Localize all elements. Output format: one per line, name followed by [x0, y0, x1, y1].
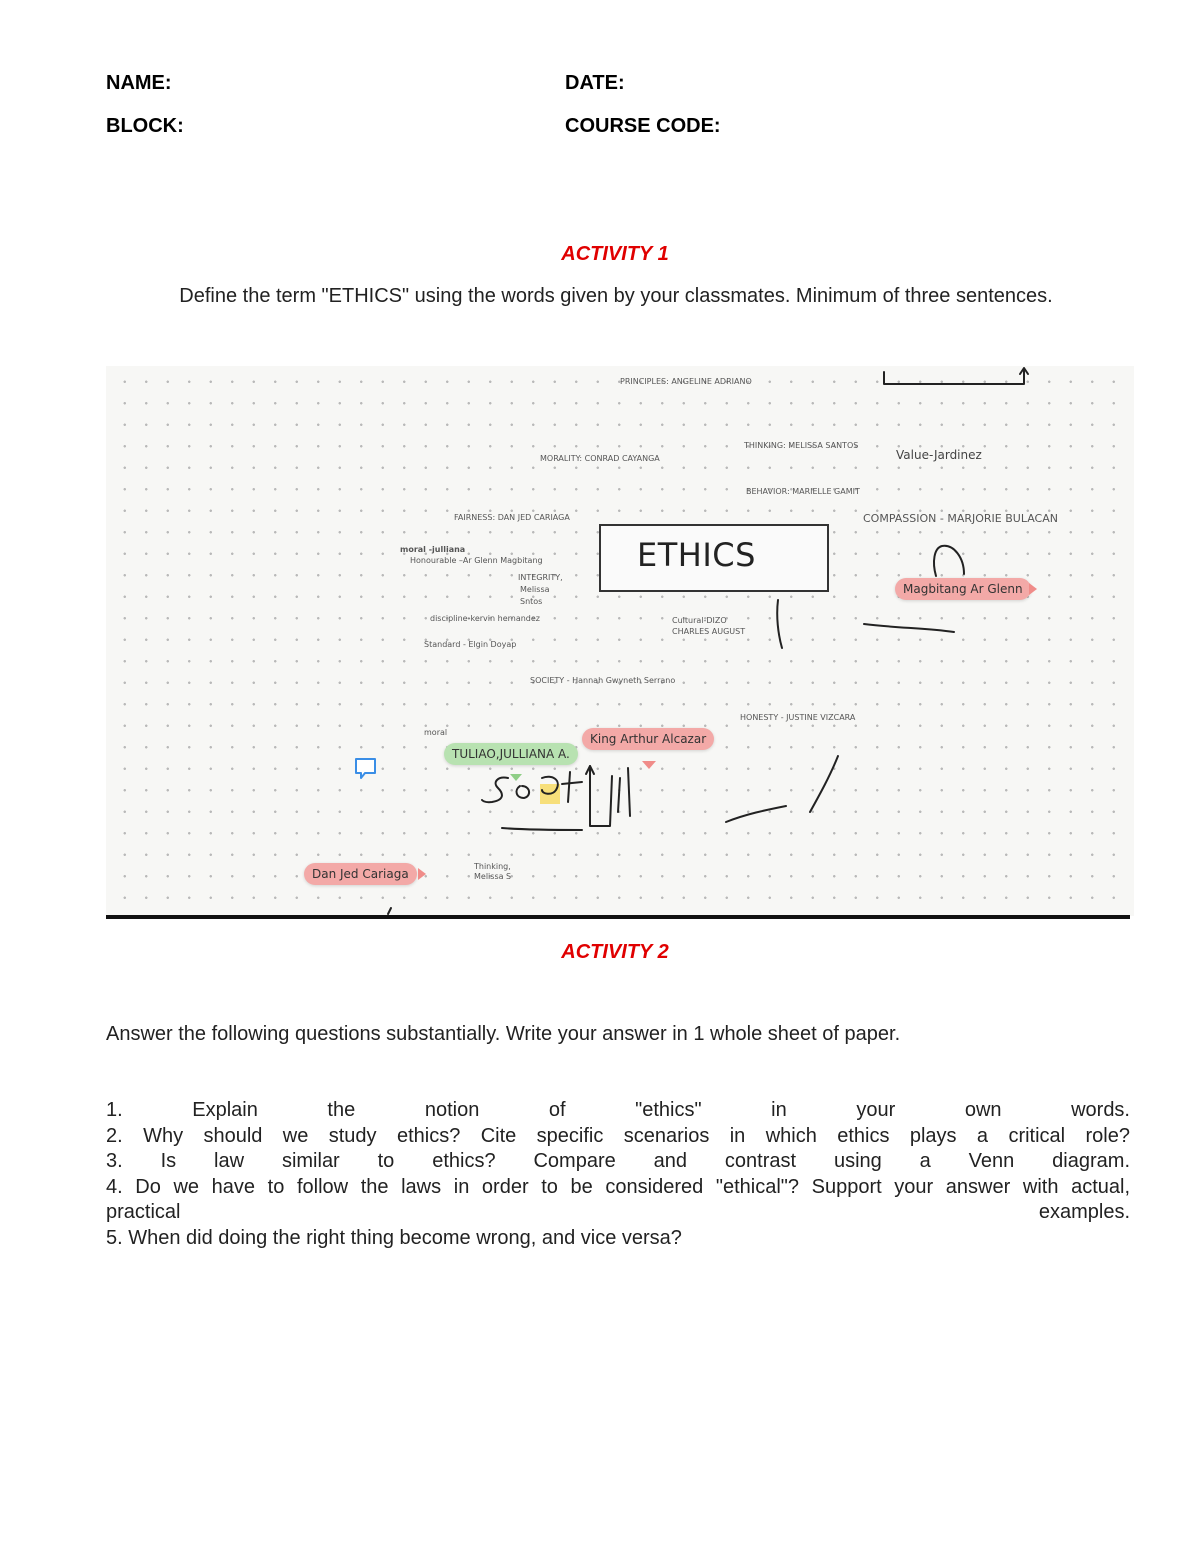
activity-2-instruction: Answer the following questions substantially. Write your answer in 1 whole sheet of paper. [106, 1023, 901, 1045]
course-code-label: COURSE CODE: [565, 115, 721, 137]
question-2: 2. Why should we study ethics? Cite specific scenarios in which ethics plays a critical role? [106, 1124, 1130, 1147]
activity-1-instruction: Define the term "ETHICS" using the words given by your classmates. Minimum of three sentences. [179, 285, 1053, 307]
question-4: 4. Do we have to follow the laws in order to be considered "ethical"? Support your answer with actual, [106, 1175, 1130, 1198]
label-compassion: COMPASSION - MARJORIE BULACAN [863, 512, 1058, 525]
question-1: 1. Explain the notion of "ethics" in your own words. [106, 1099, 1130, 1121]
label-integrity-2: Melissa [520, 585, 550, 594]
label-moral-julliana: moral -julliana [400, 545, 466, 554]
label-morality: MORALITY: CONRAD CAYANGA [540, 454, 660, 463]
label-moral: moral [424, 728, 448, 737]
ethics-center-word: ETHICS [637, 536, 756, 574]
whiteboard-image [106, 366, 1134, 916]
label-value: Value-Jardinez [896, 448, 982, 462]
freehand-drawings [106, 366, 1134, 916]
label-cultural-2: CHARLES AUGUST [672, 627, 746, 636]
label-standard: Standard - Elgin Doyap [424, 640, 517, 649]
label-honesty: HONESTY - JUSTINE VIZCARA [740, 713, 856, 722]
label-thinking-top: THINKING: MELISSA SANTOS [744, 441, 859, 450]
activity-2-title: ACTIVITY 2 [561, 941, 669, 963]
pill-tuliao: TULIAO,JULLIANA A. [444, 743, 578, 765]
pill-dan-jed: Dan Jed Cariaga [304, 863, 417, 885]
pill-magbitang: Magbitang Ar Glenn [895, 578, 1031, 600]
block-label: BLOCK: [106, 115, 184, 137]
question-5: 5. When did doing the right thing become wrong, and vice versa? [106, 1226, 682, 1249]
label-behavior: BEHAVIOR: MARIELLE GAMIT [746, 487, 860, 496]
label-honourable: Honourable –Ar Glenn Magbitang [410, 556, 543, 565]
question-4-wrap-line [106, 1200, 1130, 1226]
pill-king-arthur: King Arthur Alcazar [582, 728, 714, 750]
question-4-wrap-left: practical [106, 1201, 181, 1223]
question-4-wrap-right: examples. [1038, 1201, 1130, 1223]
label-thinking-bottom-1: Thinking, [474, 862, 511, 871]
question-3: 3. Is law similar to ethics? Compare and contrast using a Venn diagram. [106, 1150, 1130, 1172]
date-label: DATE: [565, 72, 625, 94]
activity-1-title: ACTIVITY 1 [561, 243, 669, 265]
name-label: NAME: [106, 72, 172, 94]
label-fairness: FAIRNESS: DAN JED CARIAGA [454, 513, 570, 522]
label-thinking-bottom-2: Melissa S [474, 872, 512, 881]
question-list [106, 1098, 1130, 1251]
label-integrity-3: Sntos [520, 597, 543, 606]
label-society: SOCIETY - Hannah Gwyneth Serrano [530, 676, 676, 685]
label-integrity-1: INTEGRITY, [518, 573, 563, 582]
label-cultural-1: Cultural-DIZO [672, 616, 727, 625]
label-discipline: discipline-kervin hernandez [430, 614, 541, 623]
label-principles: PRINCIPLES: ANGELINE ADRIANO [620, 377, 752, 386]
board-bottom-rule [106, 915, 1130, 919]
